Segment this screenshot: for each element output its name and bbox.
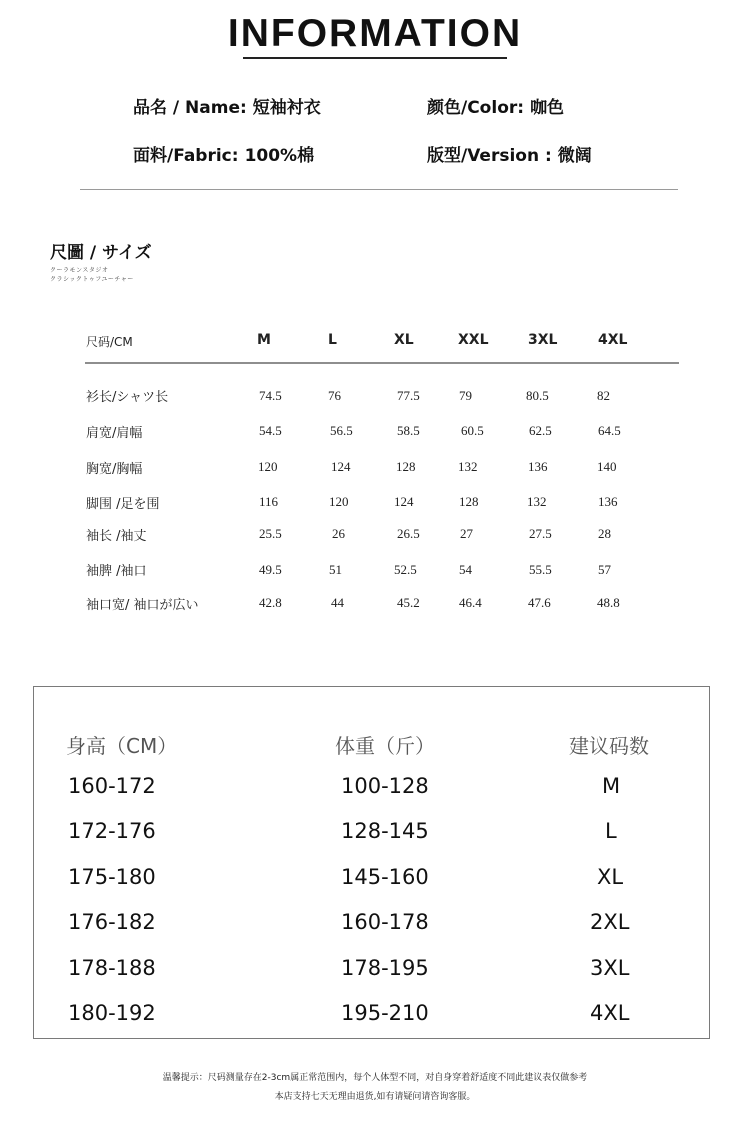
table-row-label: 肩宽/肩幅 [86,426,143,441]
table-cell: 51 [329,562,342,577]
rec-size: L [605,819,617,843]
rec-weight: 160-178 [341,910,429,934]
table-cell: 44 [331,595,344,610]
table-row-label: 衫长/シャツ长 [86,390,169,405]
table-header-cell: 4XL [598,332,628,348]
table-cell: 28 [598,526,611,541]
rec-size: 3XL [590,956,630,980]
name-label: 品名 / Name: [133,98,247,118]
info-fabric [133,141,314,166]
table-row-label: 袖脾 /袖口 [86,564,147,579]
table-cell: 140 [597,459,617,474]
table-header-cell: 尺码/CM [86,335,133,349]
table-cell: 48.8 [597,595,620,610]
rec-weight: 195-210 [341,1001,429,1025]
version-label: 版型/Version : [427,146,552,166]
rec-height: 160-172 [68,774,156,798]
table-cell: 128 [396,459,416,474]
rec-weight: 128-145 [341,819,429,843]
table-row-label: 袖长 /袖丈 [86,529,147,544]
info-name [133,93,321,118]
table-cell: 54.5 [259,423,282,438]
info-color [427,93,564,118]
table-cell: 25.5 [259,526,282,541]
table-cell: 52.5 [394,562,417,577]
fabric-value: 100%棉 [244,146,315,166]
table-cell: 46.4 [459,595,482,610]
table-cell: 132 [458,459,478,474]
table-cell: 136 [598,494,618,509]
table-cell: 47.6 [528,595,551,610]
rec-weight: 145-160 [341,865,429,889]
rec-height: 176-182 [68,910,156,934]
table-cell: 132 [527,494,547,509]
page-title: INFORMATION [227,12,523,55]
name-value: 短袖衬衣 [252,98,321,118]
rec-size: XL [597,865,624,889]
rec-height: 178-188 [68,956,156,980]
table-cell: 56.5 [330,423,353,438]
footer-note: 温馨提示：尺码测量存在2-3cm属正常范围内，每个人体型不同，对自身穿着舒适度不同此建议表仅做参考 [162,1073,588,1083]
table-cell: 116 [259,494,279,509]
rec-size: 4XL [590,1001,630,1025]
size-subheading-1: クーラモンスタジオ [50,267,109,274]
info-version [427,141,592,166]
table-cell: 124 [331,459,351,474]
rec-height: 172-176 [68,819,156,843]
table-cell: 26 [332,526,345,541]
table-header-cell: XXL [458,332,489,348]
rec-header-size: 建议码数 [569,734,649,758]
footer-return-policy: 本店支持七天无理由退货,如有请疑问请咨询客服。 [274,1092,476,1102]
rec-height: 180-192 [68,1001,156,1025]
rec-height: 175-180 [68,865,156,889]
fabric-label: 面料/Fabric: [133,146,239,166]
table-cell: 76 [328,388,341,403]
table-header-cell: 3XL [528,332,558,348]
table-cell: 120 [329,494,349,509]
section-divider [80,189,678,190]
table-header-rule [85,362,679,364]
color-value: 咖色 [530,98,565,118]
size-heading: 尺圖 / サイズ [50,243,152,263]
rec-header-height: 身高（CM） [66,734,178,758]
table-cell: 80.5 [526,388,549,403]
table-cell: 54 [459,562,472,577]
table-cell: 136 [528,459,548,474]
version-value: 微阔 [557,146,592,166]
title-underline [243,57,507,59]
table-cell: 79 [459,388,472,403]
table-cell: 120 [258,459,278,474]
table-cell: 82 [597,388,610,403]
table-header-cell: M [257,332,271,348]
table-cell: 124 [394,494,414,509]
color-label: 颜色/Color: [427,98,525,118]
table-cell: 62.5 [529,423,552,438]
table-cell: 58.5 [397,423,420,438]
table-cell: 42.8 [259,595,282,610]
table-cell: 77.5 [397,388,420,403]
table-cell: 128 [459,494,479,509]
rec-header-weight: 体重（斤） [335,734,435,758]
rec-weight: 178-195 [341,956,429,980]
table-row-label: 袖口宽/ 袖口が広い [86,598,199,613]
table-row-label: 胸宽/胸幅 [86,462,143,477]
table-cell: 27.5 [529,526,552,541]
rec-weight: 100-128 [341,774,429,798]
table-cell: 45.2 [397,595,420,610]
table-row-label: 脚围 /足を围 [86,497,160,512]
table-cell: 60.5 [461,423,484,438]
table-cell: 74.5 [259,388,282,403]
table-cell: 64.5 [598,423,621,438]
table-cell: 55.5 [529,562,552,577]
size-subheading-2: クラシックトゥフユーチャー [50,276,134,283]
table-cell: 26.5 [397,526,420,541]
table-cell: 27 [460,526,473,541]
rec-size: 2XL [590,910,630,934]
rec-size: M [602,774,621,798]
table-cell: 49.5 [259,562,282,577]
table-header-cell: L [328,332,337,348]
table-header-cell: XL [394,332,414,348]
table-cell: 57 [598,562,611,577]
